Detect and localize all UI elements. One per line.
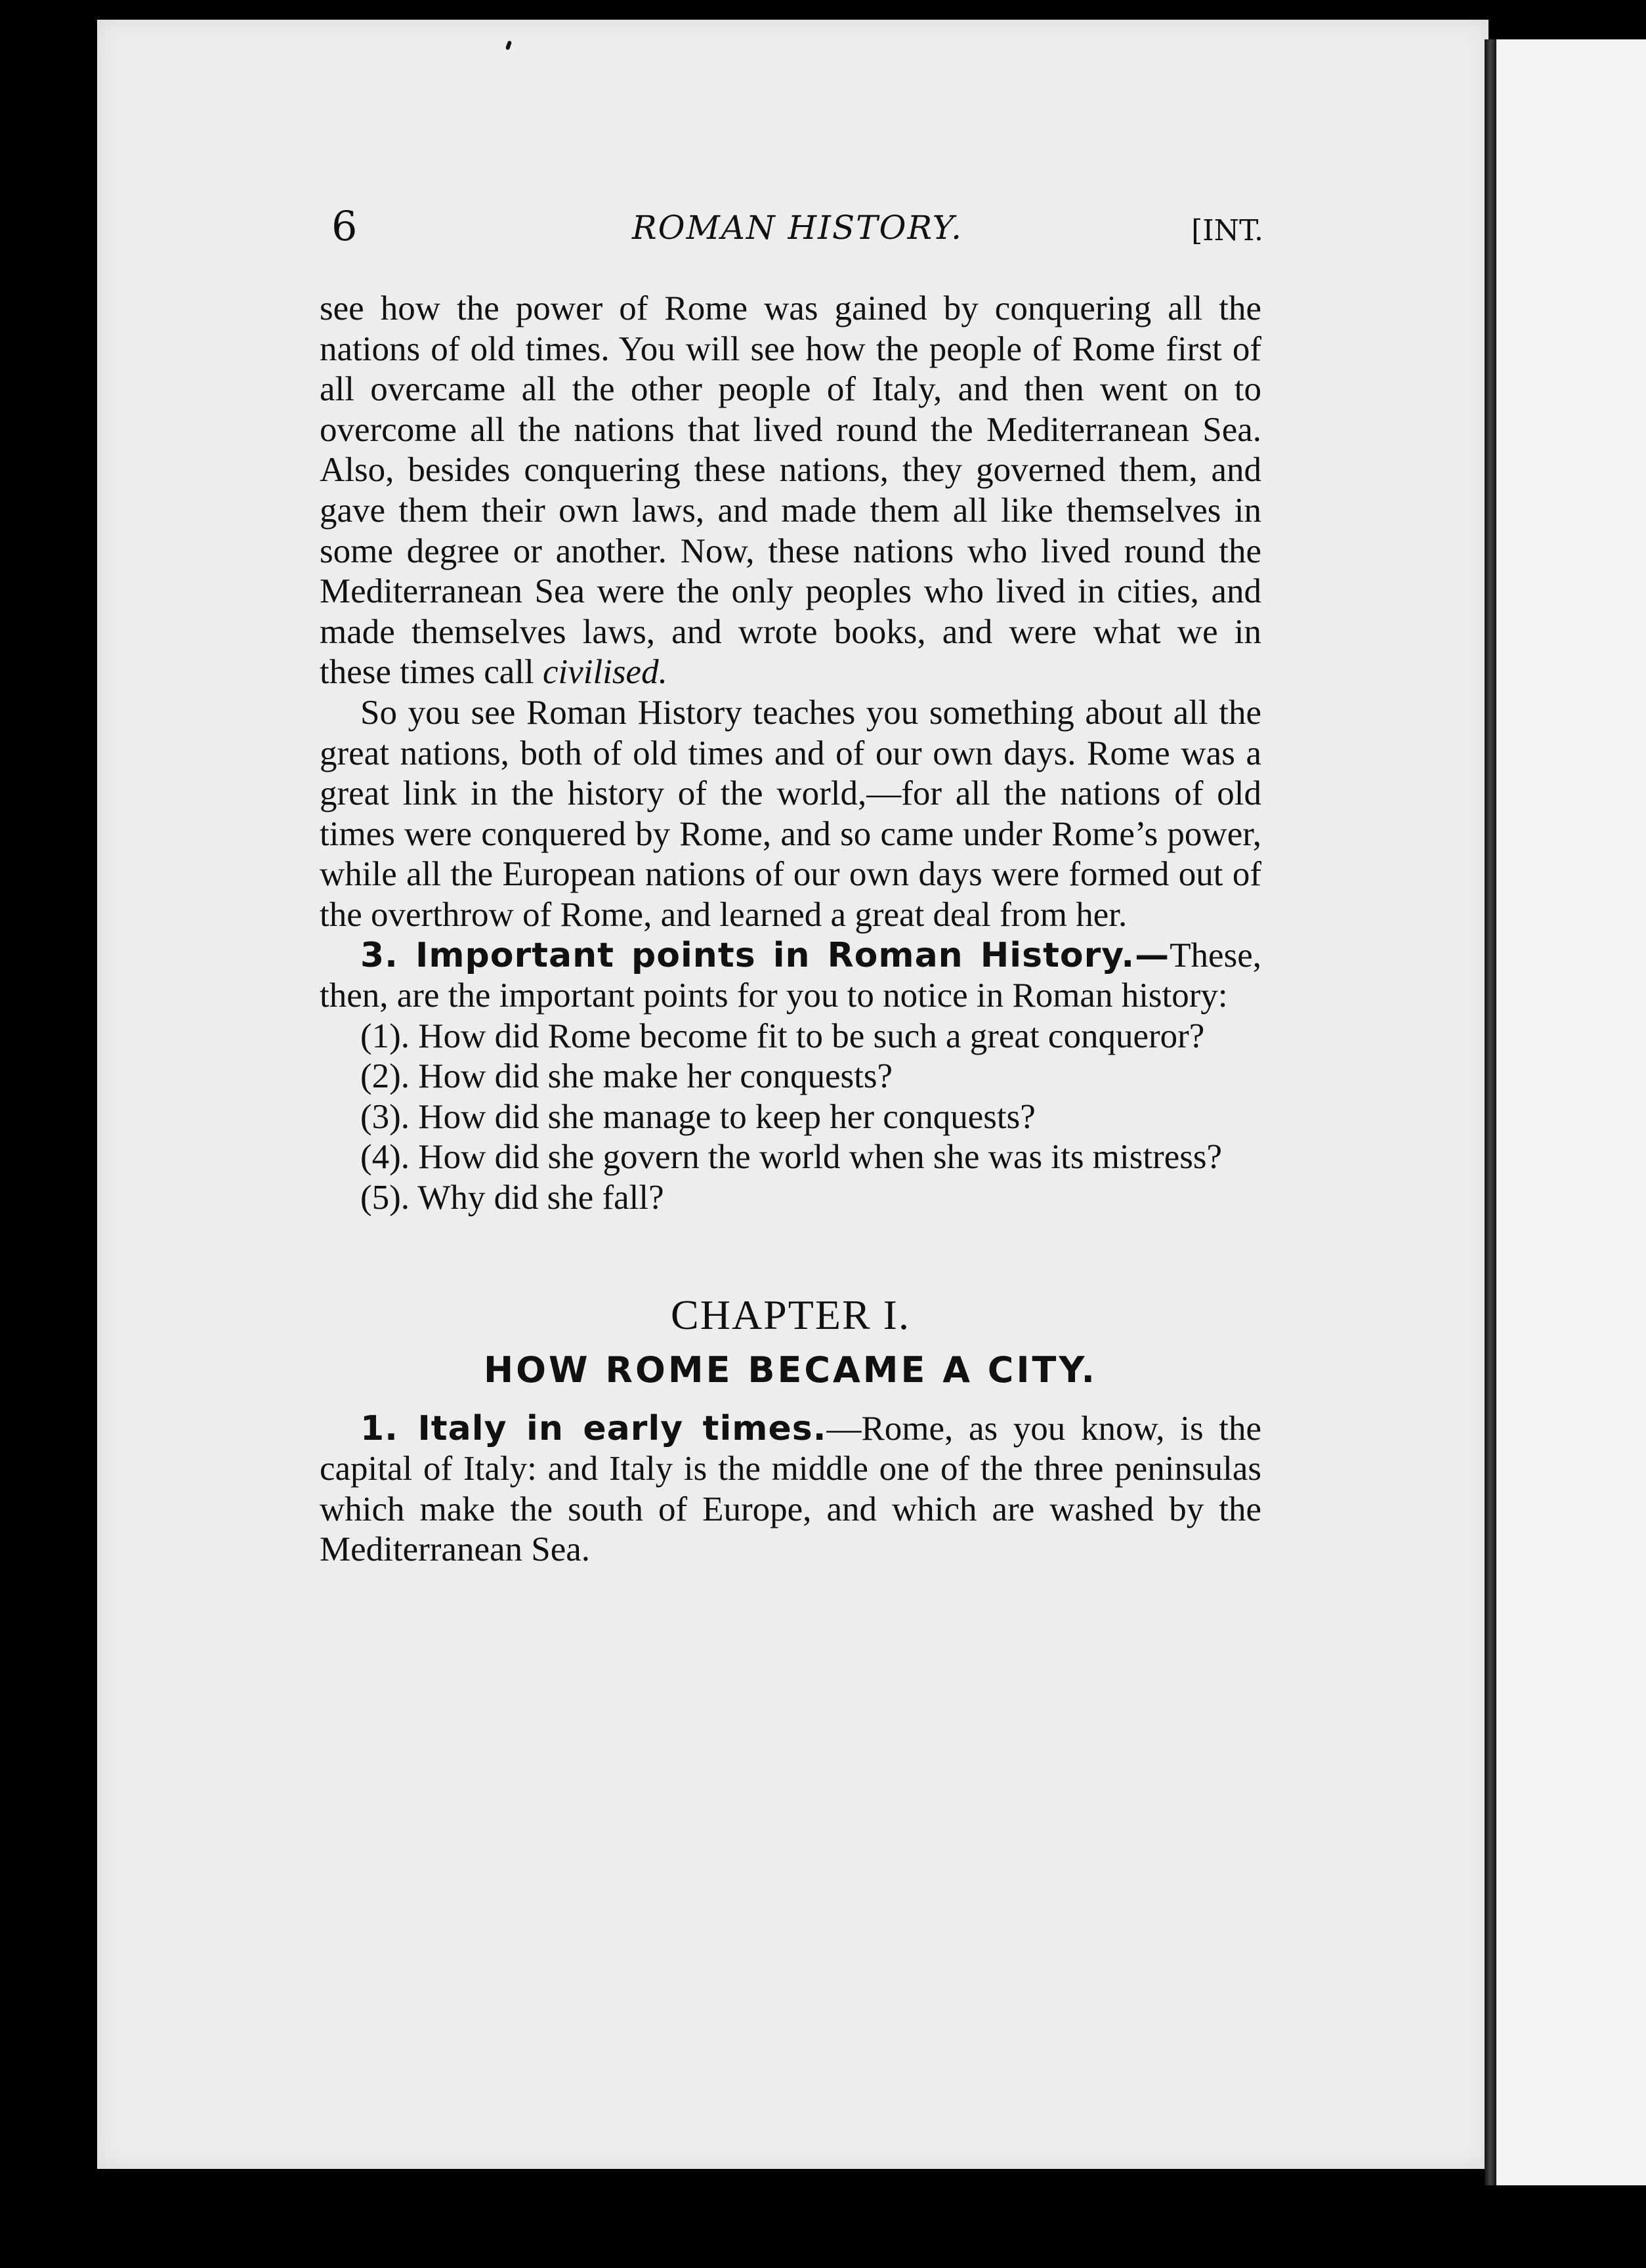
chapter-label: CHAPTER I. [671,1291,910,1338]
page-header [331,202,1263,261]
page-body [320,289,1261,1570]
section-intro-text: These, then, are the important points for you to notice in Roman history: [320,936,1261,1015]
list-item: (4). How did she govern the world when she was its mistress? [360,1138,1222,1177]
chapter-section-italy [320,1409,1261,1570]
list-item: (3). How did she manage to keep her conquests? [360,1097,1036,1136]
page-number: 6 [331,202,358,250]
chapter-title: HOW ROME BECAME A CITY. [483,1349,1098,1391]
running-title: ROMAN HISTORY. [631,209,963,247]
section-heading: 3. Important points in Roman History.— [360,935,1170,975]
facing-page-edge [1496,39,1646,2185]
paragraph-text: see how the power of Rome was gained by conquering all the nations of old times. You will see how the people of Rome first of all overcame all the other people of Italy, and then went on to overcome all the nations that lived round the Mediterranean Sea. Also, besides conquering these nations, they governed them, and gave them their own laws, and made them all like themselves in some degree or another. Now, these nations who lived round the Mediterranean Sea were the only peoples who lived in cities, and made themselves laws, and wrote books, and were what we in these times call [320,289,1261,692]
section-marker: [INT. [1191,214,1263,247]
paragraph-roman-history-link: So you see Roman History teaches you something about all the great nations, both of old times and of our own days. Rome was a great link in the history of the world,—for all the nations of old times were conquered by Rome, and so came under Rome’s power, while all the European nations of our own days were formed out of the overthrow of Rome, and learned a great deal from her. [320,693,1261,934]
paragraph-rome-conquests [320,289,1261,693]
section-heading: 1. Italy in early times. [360,1408,827,1448]
list-item: (2). How did she make her conquests? [360,1057,893,1096]
list-item: (1). How did Rome become fit to be such a great conqueror? [360,1017,1205,1055]
list-item: (5). Why did she fall? [360,1179,664,1217]
emphasized-word: civilised. [542,653,667,692]
section-important-points [320,936,1261,1017]
section-text: —Rome, as you know, is the capital of Italy: and Italy is the middle one of the three peninsulas which make the south of Europe, and which are washed by the Mediterranean Sea. [320,1409,1261,1569]
